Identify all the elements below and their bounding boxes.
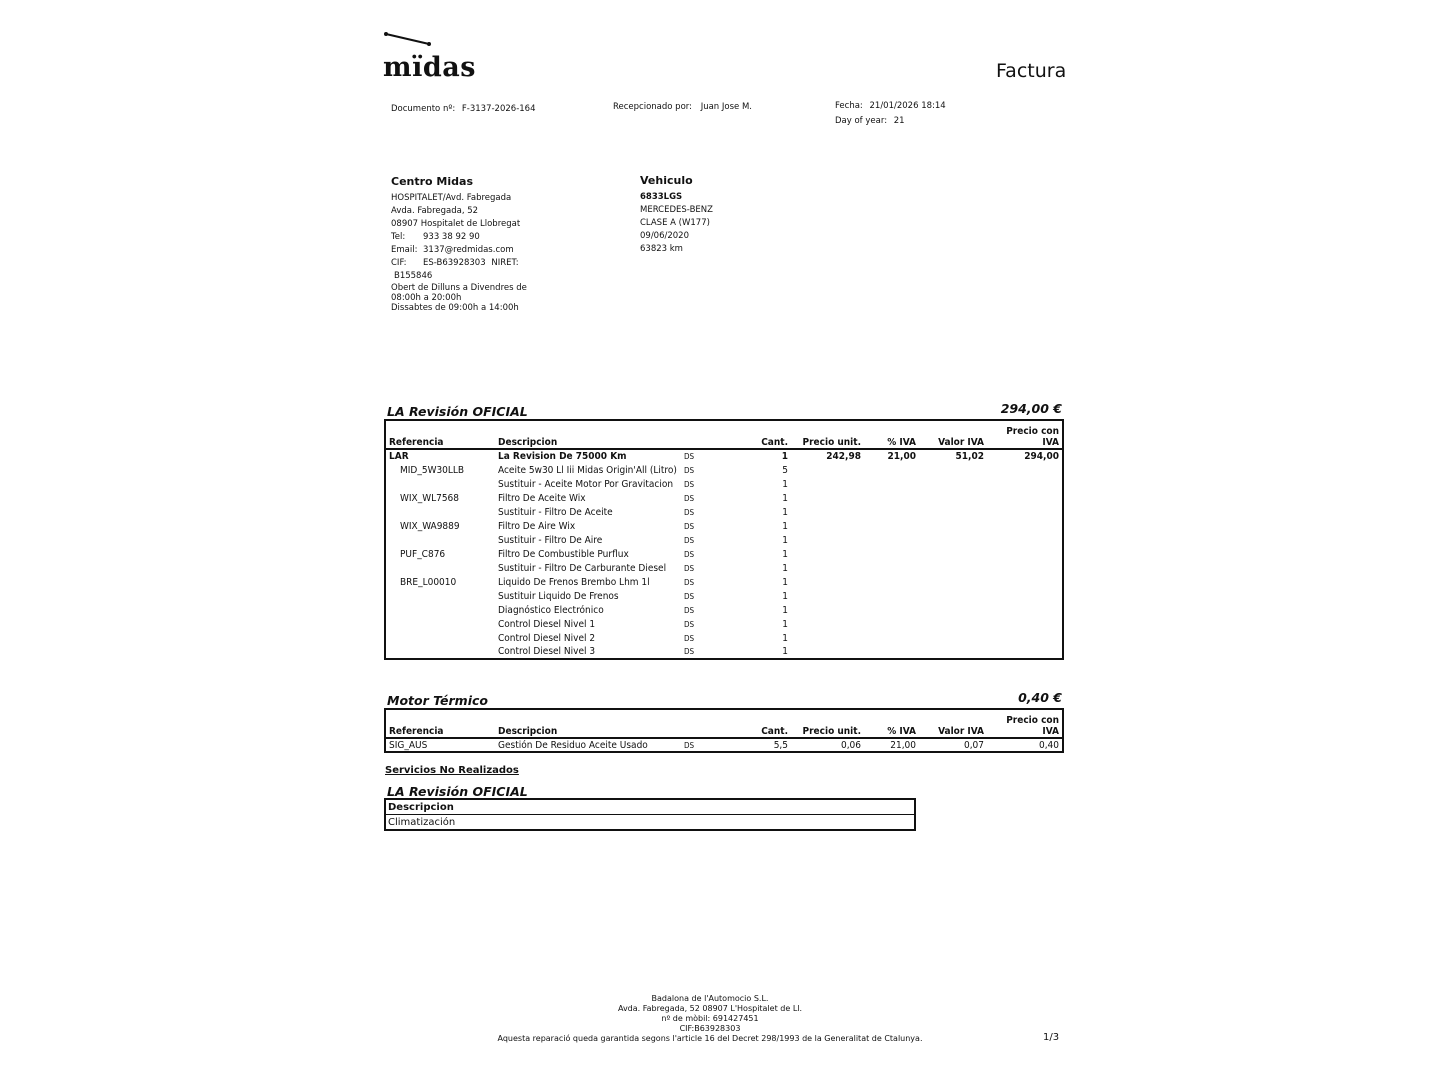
cell-cant: 1 xyxy=(782,618,788,630)
cell-ref: PUF_C876 xyxy=(400,548,446,560)
recepcionado xyxy=(613,101,752,114)
email-label: Email: xyxy=(391,245,418,255)
vehiculo-matricula: 6833LGS xyxy=(640,192,683,202)
no-realizados-item: Climatización xyxy=(385,815,915,831)
cif-label: CIF: xyxy=(391,258,407,268)
centro-tel xyxy=(391,231,561,244)
no-realizados-col-descripcion: Descripcion xyxy=(385,799,915,815)
recepcionado-value: Juan Jose M. xyxy=(700,102,752,112)
cell-ref xyxy=(385,603,495,617)
day-value: 21 xyxy=(893,116,905,126)
cell-total xyxy=(987,645,1063,659)
vehiculo-block xyxy=(640,174,810,256)
col-precio-con-iva: Precio con IVA xyxy=(1006,426,1059,448)
cell-desc: Liquido De Frenos Brembo Lhm 1l xyxy=(498,576,650,588)
cell-ref xyxy=(385,505,495,519)
cell-valor: 51,02 xyxy=(955,451,984,462)
cell-valor xyxy=(919,477,987,491)
table-row xyxy=(385,799,915,815)
col-referencia: Referencia xyxy=(389,726,444,737)
cell-ref: WIX_WA9889 xyxy=(400,520,460,532)
cell-iva xyxy=(864,589,919,603)
cell-valor xyxy=(919,631,987,645)
cell-iva xyxy=(864,603,919,617)
col-precio-unit: Precio unit. xyxy=(802,437,861,448)
col-valor-iva: Valor IVA xyxy=(938,726,984,737)
cell-valor xyxy=(919,575,987,589)
section1-total: 294,00 € xyxy=(1000,401,1062,416)
centro-block xyxy=(391,175,561,314)
table-row xyxy=(385,603,1063,617)
col-valor-iva: Valor IVA xyxy=(938,437,984,448)
fecha-value: 21/01/2026 18:14 xyxy=(869,101,946,111)
cell-iva: 21,00 xyxy=(887,451,916,462)
cell-ds: DS xyxy=(684,633,695,643)
cell-ds: DS xyxy=(684,605,695,615)
fecha-label: Fecha: xyxy=(835,101,863,111)
documento-label: Documento nº: xyxy=(391,104,456,114)
cell-cant: 1 xyxy=(782,548,788,560)
no-realizados-table xyxy=(384,798,916,831)
cell-ds: DS xyxy=(684,521,695,531)
cell-desc: Sustituir - Filtro De Aceite xyxy=(498,506,613,518)
table-row xyxy=(385,575,1063,589)
centro-line2: Avda. Fabregada, 52 xyxy=(391,206,479,216)
cell-desc: La Revision De 75000 Km xyxy=(498,451,627,462)
cell-desc: Filtro De Aire Wix xyxy=(498,520,576,532)
cell-ds: DS xyxy=(684,549,695,559)
cell-total xyxy=(987,491,1063,505)
cell-ds: DS xyxy=(684,740,695,750)
cell-iva: 21,00 xyxy=(890,739,916,751)
cell-ref xyxy=(385,645,495,659)
table-row xyxy=(385,631,1063,645)
col-descripcion: Descripcion xyxy=(498,726,558,737)
cell-iva xyxy=(864,519,919,533)
cell-valor xyxy=(919,505,987,519)
cif-value: ES-B63928303 xyxy=(423,258,486,268)
centro-line3: 08907 Hospitalet de Llobregat xyxy=(391,219,521,229)
cell-precio: 242,98 xyxy=(826,451,861,462)
no-realizados-heading: Servicios No Realizados xyxy=(385,765,519,776)
cell-iva xyxy=(864,547,919,561)
cell-valor xyxy=(919,463,987,477)
cell-total xyxy=(987,505,1063,519)
table-row xyxy=(385,533,1063,547)
cell-precio xyxy=(791,575,864,589)
logo-text: mïdas xyxy=(383,52,476,83)
cell-ref: BRE_L00010 xyxy=(400,576,457,588)
section2-total: 0,40 € xyxy=(1018,690,1062,705)
cell-ds: DS xyxy=(684,591,695,601)
cell-valor xyxy=(919,519,987,533)
documento-number xyxy=(391,103,535,116)
cell-valor xyxy=(919,491,987,505)
cell-desc: Filtro De Aceite Wix xyxy=(498,492,586,504)
page-number: 1/3 xyxy=(1043,1032,1060,1043)
cell-precio xyxy=(791,477,864,491)
documento-value: F-3137-2026-164 xyxy=(461,104,536,114)
cell-ds: DS xyxy=(684,647,695,656)
cell-desc: Gestión De Residuo Aceite Usado xyxy=(498,739,648,751)
cell-iva xyxy=(864,463,919,477)
vehiculo-marca: MERCEDES-BENZ xyxy=(640,205,713,215)
footer-line5: Aquesta reparació queda garantida segons l'article 16 del Decret 298/1993 de la Generalitat de Ctalunya. xyxy=(497,1034,923,1043)
cell-iva xyxy=(864,533,919,547)
col-pct-iva: % IVA xyxy=(887,726,916,737)
cell-ds: DS xyxy=(684,493,695,503)
table-row xyxy=(385,477,1063,491)
cell-total: 294,00 xyxy=(1024,451,1059,462)
niret-label: NIRET: xyxy=(491,258,519,268)
cell-ds: DS xyxy=(684,479,695,489)
cell-cant: 1 xyxy=(782,478,788,490)
cell-precio xyxy=(791,561,864,575)
table-row xyxy=(385,738,1063,752)
cell-cant: 1 xyxy=(782,562,788,574)
col-ds xyxy=(681,420,741,449)
cell-desc: Sustituir - Filtro De Aire xyxy=(498,534,603,546)
tel-value: 933 38 92 90 xyxy=(423,232,480,242)
cell-iva xyxy=(864,477,919,491)
fecha-block xyxy=(835,100,946,128)
cell-total xyxy=(987,561,1063,575)
centro-line1: HOSPITALET/Avd. Fabregada xyxy=(391,193,512,203)
section1-title: LA Revisión OFICIAL xyxy=(387,404,528,419)
cell-cant: 5 xyxy=(782,464,788,476)
centro-email xyxy=(391,244,561,257)
vehiculo-modelo: CLASE A (W177) xyxy=(640,218,710,228)
cell-desc: Diagnóstico Electrónico xyxy=(498,604,604,616)
cell-ref: MID_5W30LLB xyxy=(400,464,465,476)
cell-ref xyxy=(385,631,495,645)
centro-title: Centro Midas xyxy=(391,175,473,188)
cell-valor xyxy=(919,561,987,575)
footer xyxy=(480,994,940,1044)
cell-cant: 1 xyxy=(782,590,788,602)
table-row xyxy=(385,589,1063,603)
cell-iva xyxy=(864,617,919,631)
table-row xyxy=(385,449,1063,463)
cell-ds: DS xyxy=(684,465,695,475)
email-value: 3137@redmidas.com xyxy=(423,245,514,255)
cell-precio xyxy=(791,533,864,547)
cell-precio xyxy=(791,519,864,533)
doc-title: Factura xyxy=(996,60,1067,82)
cell-valor xyxy=(919,617,987,631)
cell-desc: Sustituir - Filtro De Carburante Diesel xyxy=(498,562,667,574)
cell-ref: WIX_WL7568 xyxy=(400,492,460,504)
cell-precio xyxy=(791,589,864,603)
col-cant: Cant. xyxy=(761,437,788,448)
cell-total xyxy=(987,463,1063,477)
cell-cant: 1 xyxy=(782,506,788,518)
cell-desc: Control Diesel Nivel 2 xyxy=(498,632,596,644)
col-referencia: Referencia xyxy=(389,437,444,448)
midas-logo xyxy=(383,30,483,85)
cell-ds: DS xyxy=(684,507,695,517)
section2-body xyxy=(385,738,1063,752)
cell-ds: DS xyxy=(684,452,695,461)
cell-precio xyxy=(791,631,864,645)
cell-valor xyxy=(919,533,987,547)
section1-header-row xyxy=(385,420,1063,449)
cell-cant: 1 xyxy=(782,520,788,532)
table-row xyxy=(385,645,1063,659)
col-cant: Cant. xyxy=(761,726,788,737)
cell-ref: LAR xyxy=(389,451,409,462)
cell-valor xyxy=(919,589,987,603)
cell-valor: 0,07 xyxy=(963,739,984,751)
cell-cant: 1 xyxy=(782,576,788,588)
section2-title: Motor Térmico xyxy=(387,693,488,708)
cell-total xyxy=(987,631,1063,645)
cell-iva xyxy=(864,561,919,575)
footer-line3: nº de mòbil: 691427451 xyxy=(661,1014,759,1023)
centro-cif xyxy=(391,257,561,283)
cell-total xyxy=(987,617,1063,631)
cell-precio xyxy=(791,491,864,505)
cell-total xyxy=(987,519,1063,533)
no-realizados-section-title: LA Revisión OFICIAL xyxy=(387,784,528,799)
cell-desc: Filtro De Combustible Purflux xyxy=(498,548,629,560)
cell-total xyxy=(987,547,1063,561)
cell-precio xyxy=(791,505,864,519)
cell-precio: 0,06 xyxy=(840,739,861,751)
cell-ds: DS xyxy=(684,535,695,545)
cell-ds: DS xyxy=(684,619,695,629)
cell-cant: 1 xyxy=(782,604,788,616)
cell-desc: Control Diesel Nivel 3 xyxy=(498,646,596,657)
horario-2: Dissabtes de 09:00h a 14:00h xyxy=(391,303,519,313)
cell-iva xyxy=(864,645,919,659)
cell-desc: Sustituir - Aceite Motor Por Gravitacion xyxy=(498,478,674,490)
cell-precio xyxy=(791,645,864,659)
footer-line2: Avda. Fabregada, 52 08907 L'Hospitalet de Ll. xyxy=(617,1004,803,1013)
section2-table xyxy=(384,708,1064,753)
cell-valor xyxy=(919,645,987,659)
cell-iva xyxy=(864,505,919,519)
cell-cant: 1 xyxy=(781,451,788,462)
cell-precio xyxy=(791,547,864,561)
col-descripcion: Descripcion xyxy=(498,437,558,448)
vehiculo-km: 63823 km xyxy=(640,244,683,254)
section1-table xyxy=(384,419,1064,660)
cell-ref xyxy=(385,617,495,631)
cell-cant: 1 xyxy=(782,632,788,644)
section2-header-row xyxy=(385,709,1063,738)
cell-ds: DS xyxy=(684,563,695,573)
cell-valor xyxy=(919,547,987,561)
cell-total xyxy=(987,477,1063,491)
cell-ref: SIG_AUS xyxy=(389,739,428,751)
cell-precio xyxy=(791,617,864,631)
table-row xyxy=(385,519,1063,533)
col-ds xyxy=(681,709,741,738)
cell-cant: 5,5 xyxy=(773,739,788,751)
cell-valor xyxy=(919,603,987,617)
cell-desc: Aceite 5w30 Ll Iii Midas Origin'All (Litro) xyxy=(498,464,677,476)
cell-total xyxy=(987,589,1063,603)
cell-iva xyxy=(864,631,919,645)
cell-desc: Control Diesel Nivel 1 xyxy=(498,618,596,630)
section1-body xyxy=(385,449,1063,659)
cell-total xyxy=(987,603,1063,617)
cell-precio xyxy=(791,463,864,477)
cell-ref xyxy=(385,533,495,547)
vehiculo-title: Vehiculo xyxy=(640,174,693,187)
table-row xyxy=(385,547,1063,561)
table-row xyxy=(385,561,1063,575)
recepcionado-label: Recepcionado por: xyxy=(613,102,692,112)
cell-ref xyxy=(385,477,495,491)
footer-line4: CIF:B63928303 xyxy=(679,1024,741,1033)
horario-1: Obert de Dilluns a Divendres de 08:00h a 20:00h xyxy=(391,283,527,303)
cell-iva xyxy=(864,491,919,505)
cell-cant: 1 xyxy=(782,646,788,657)
col-precio-con-iva: Precio con IVA xyxy=(1006,715,1059,737)
niret-value: B155846 xyxy=(394,271,433,281)
cell-ds: DS xyxy=(684,577,695,587)
table-row xyxy=(385,617,1063,631)
table-row xyxy=(385,491,1063,505)
cell-total xyxy=(987,533,1063,547)
cell-precio xyxy=(791,603,864,617)
cell-cant: 1 xyxy=(782,534,788,546)
cell-desc: Sustituir Liquido De Frenos xyxy=(498,590,619,602)
cell-total: 0,40 xyxy=(1038,739,1059,751)
footer-line1: Badalona de l'Automocio S.L. xyxy=(651,994,769,1003)
logo-stroke-icon xyxy=(383,30,483,54)
cell-total xyxy=(987,575,1063,589)
cell-ref xyxy=(385,561,495,575)
tel-label: Tel: xyxy=(391,232,406,242)
vehiculo-fecha: 09/06/2020 xyxy=(640,231,689,241)
cell-ref xyxy=(385,589,495,603)
table-row xyxy=(385,463,1063,477)
col-pct-iva: % IVA xyxy=(887,437,916,448)
table-row xyxy=(385,815,915,831)
cell-iva xyxy=(864,575,919,589)
col-precio-unit: Precio unit. xyxy=(802,726,861,737)
table-row xyxy=(385,505,1063,519)
cell-cant: 1 xyxy=(782,492,788,504)
day-label: Day of year: xyxy=(835,116,888,126)
